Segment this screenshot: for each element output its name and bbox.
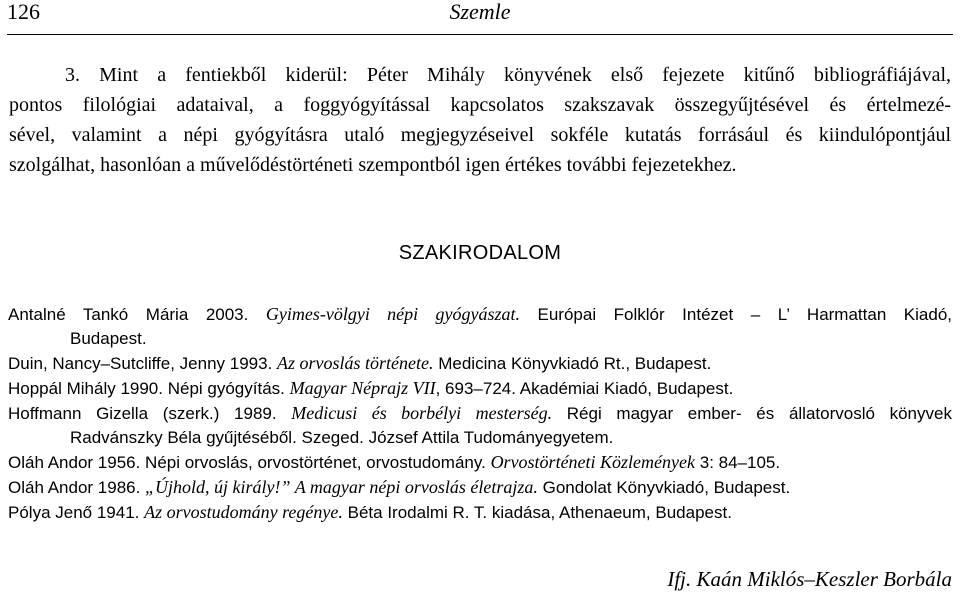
reference-item: Hoffmann Gizella (szerk.) 1989. Medicusi és borbélyi mesterség. Régi magyar ember- és állatorvosló könyvek Radvánszky Béla gyűjtéséből. Szeged. József Attila Tudományegyetem.: [8, 403, 952, 447]
page-header: [7, 0, 953, 35]
section-title: SZAKIRODALOM: [398, 242, 562, 264]
body-paragraph: [9, 60, 951, 180]
reference-item: Antalné Tankó Mária 2003. Gyimes-völgyi népi gyógyászat. Európai Folklór Intézet – L’ Harmattan Kiadó, Budapest.: [8, 304, 953, 348]
reference-item: Hoppál Mihály 1990. Népi gyógyítás. Magyar Néprajz VII, 693–724. Akadémiai Kiadó, Budapest.: [8, 378, 734, 398]
paragraph-line: szolgálhat, hasonlóan a művelődéstörténeti szempontból igen értékes további fejezetekhez.: [9, 154, 737, 176]
reference-item: Pólya Jenő 1941. Az orvostudomány regénye. Béta Irodalmi R. T. kiadása, Athenaeum, Budapest.: [8, 502, 732, 522]
paragraph-line: 3. Mint a fentiekből kiderül: Péter Mihály könyvének első fejezete kitűnő bibliográfiájával,: [65, 64, 951, 86]
reference-item: Duin, Nancy–Sutcliffe, Jenny 1993. Az orvoslás története. Medicina Könyvkiadó Rt., Budapest.: [8, 353, 712, 373]
reference-item: Oláh Andor 1986. „Újhold, új király!” A magyar népi orvoslás életrajza. Gondolat Könyvkiadó, Budapest.: [8, 477, 791, 497]
paragraph-line: pontos filológiai adataival, a foggyógyítással kapcsolatos szakszavak összegyűjtésével és értelmezé-: [9, 94, 951, 116]
reference-list: [8, 302, 952, 525]
paragraph-line: sével, valamint a népi gyógyításra utaló megjegyzéseivel sokféle kutatás forrásául és kiindulópontjául: [9, 124, 951, 146]
running-title: Szemle: [449, 0, 511, 24]
authors-signature: Ifj. Kaán Miklós–Keszler Borbála: [667, 567, 952, 591]
page-number: 126: [7, 0, 40, 24]
reference-item: Oláh Andor 1956. Népi orvoslás, orvostörténet, orvostudomány. Orvostörténeti Közlemények 3: 84–105.: [8, 452, 781, 472]
